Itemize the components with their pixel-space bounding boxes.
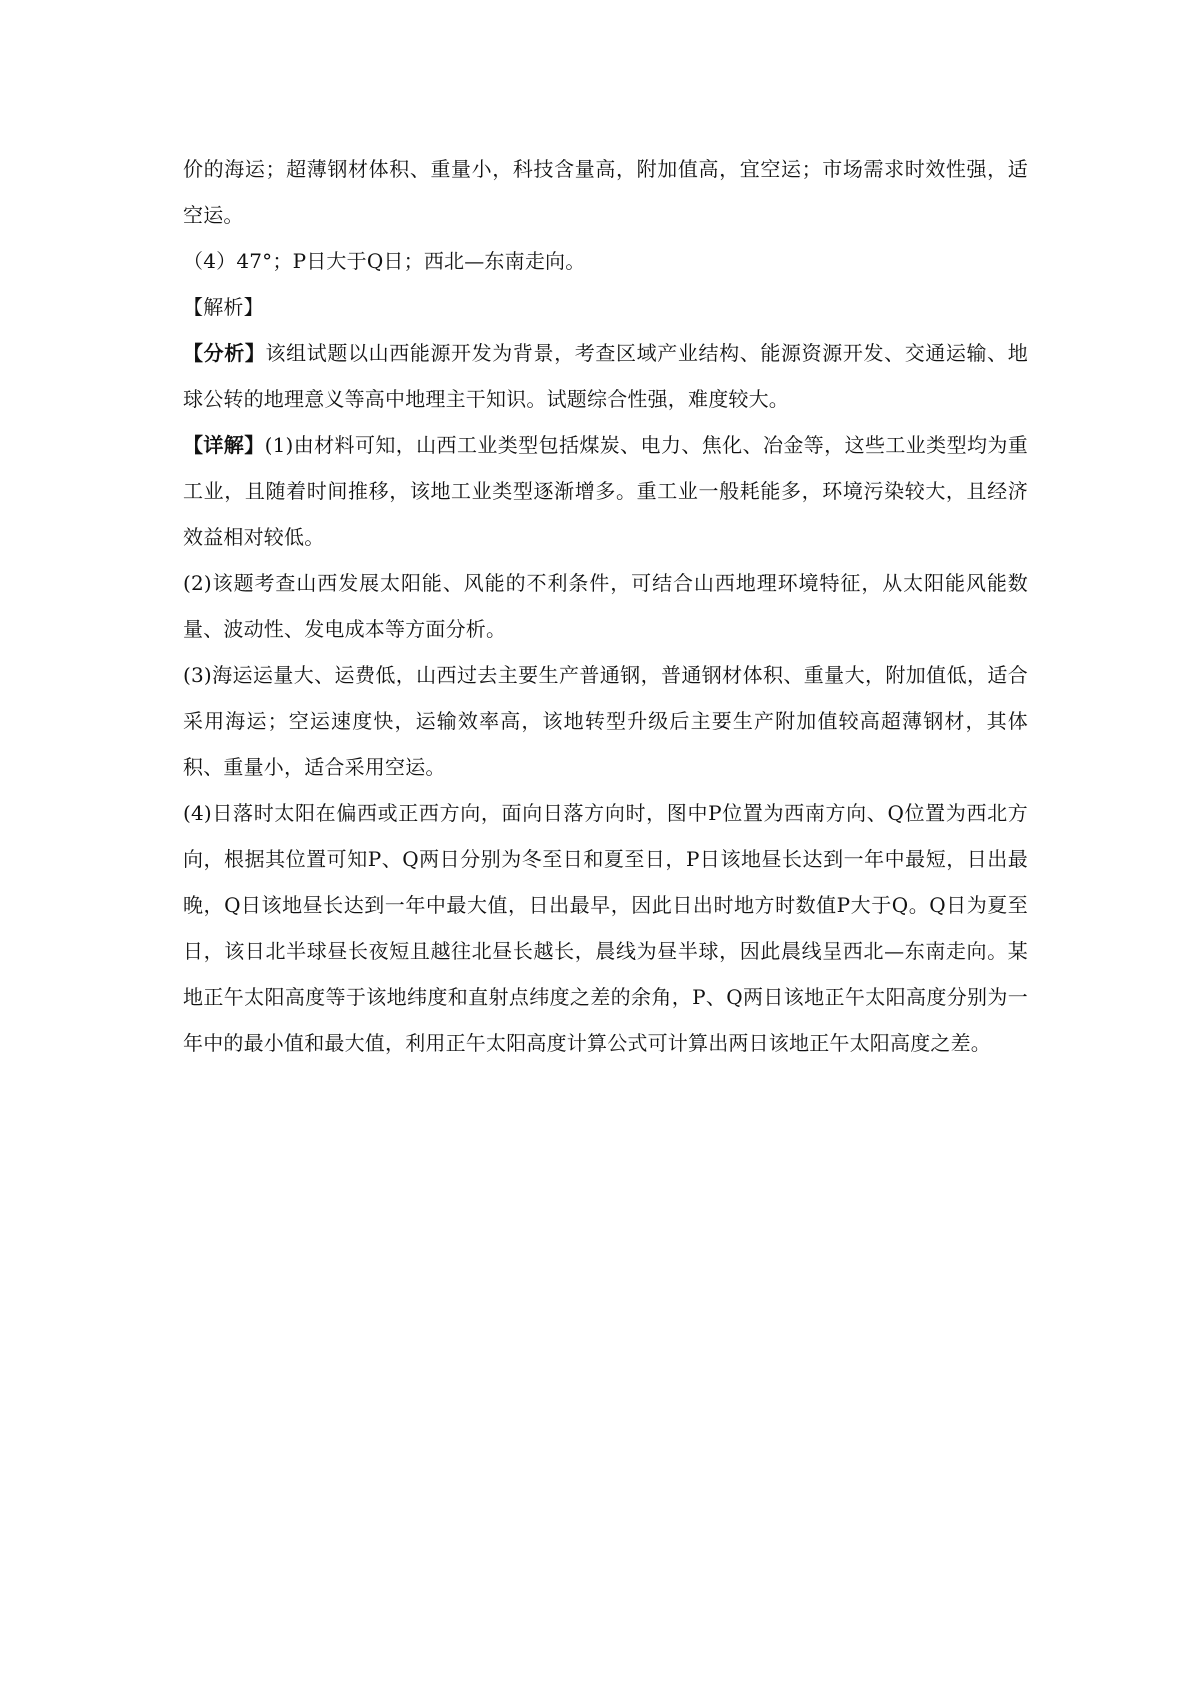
detail-paragraph-1 — [183, 422, 1028, 560]
analysis-paragraph — [183, 330, 1028, 422]
answer-continuation-paragraph — [183, 146, 1028, 238]
detail-text-3: (3)海运运量大、运费低，山西过去主要生产普通钢，普通钢材体积、重量大，附加值低，适合采用海运；空运速度快，运输效率高，该地转型升级后主要生产附加值较高超薄钢材，其体积、重量小，适合采用空运。 — [183, 663, 1028, 779]
detail-paragraph-3 — [183, 652, 1028, 790]
detail-paragraph-4 — [183, 790, 1028, 1066]
document-body — [183, 146, 1028, 1066]
detail-text-1: (1)由材料可知，山西工业类型包括煤炭、电力、焦化、冶金等，这些工业类型均为重工业，且随着时间推移，该地工业类型逐渐增多。重工业一般耗能多，环境污染较大，且经济效益相对较低。 — [183, 433, 1028, 549]
answer-continuation-text: 价的海运；超薄钢材体积、重量小，科技含量高，附加值高，宜空运；市场需求时效性强，适空运。 — [183, 157, 1028, 227]
answer-4-paragraph — [183, 238, 1028, 284]
detail-text-2: (2)该题考查山西发展太阳能、风能的不利条件，可结合山西地理环境特征，从太阳能风能数量、波动性、发电成本等方面分析。 — [183, 571, 1028, 641]
detail-text-4: (4)日落时太阳在偏西或正西方向，面向日落方向时，图中P位置为西南方向、Q位置为西北方向，根据其位置可知P、Q两日分别为冬至日和夏至日，P日该地昼长达到一年中最短，日出最晚，Q日该地昼长达到一年中最大值，日出最早，因此日出时地方时数值P大于Q。Q日为夏至日，该日北半球昼长夜短且越往北昼长越长，晨线为昼半球，因此晨线呈西北—东南走向。某地正午太阳高度等于该地纬度和直射点纬度之差的余角，P、Q两日该地正午太阳高度分别为一年中的最小值和最大值，利用正午太阳高度计算公式可计算出两日该地正午太阳高度之差。 — [183, 801, 1028, 1055]
detail-label: 【详解】 — [183, 433, 265, 457]
detail-paragraph-2 — [183, 560, 1028, 652]
jiexi-heading — [183, 284, 1028, 330]
analysis-label: 【分析】 — [183, 341, 266, 365]
answer-4-text: （4）47°；P日大于Q日；西北—东南走向。 — [183, 249, 586, 273]
analysis-text: 该组试题以山西能源开发为背景，考查区域产业结构、能源资源开发、交通运输、地球公转的地理意义等高中地理主干知识。试题综合性强，难度较大。 — [183, 341, 1028, 411]
jiexi-heading-text: 【解析】 — [183, 295, 264, 319]
